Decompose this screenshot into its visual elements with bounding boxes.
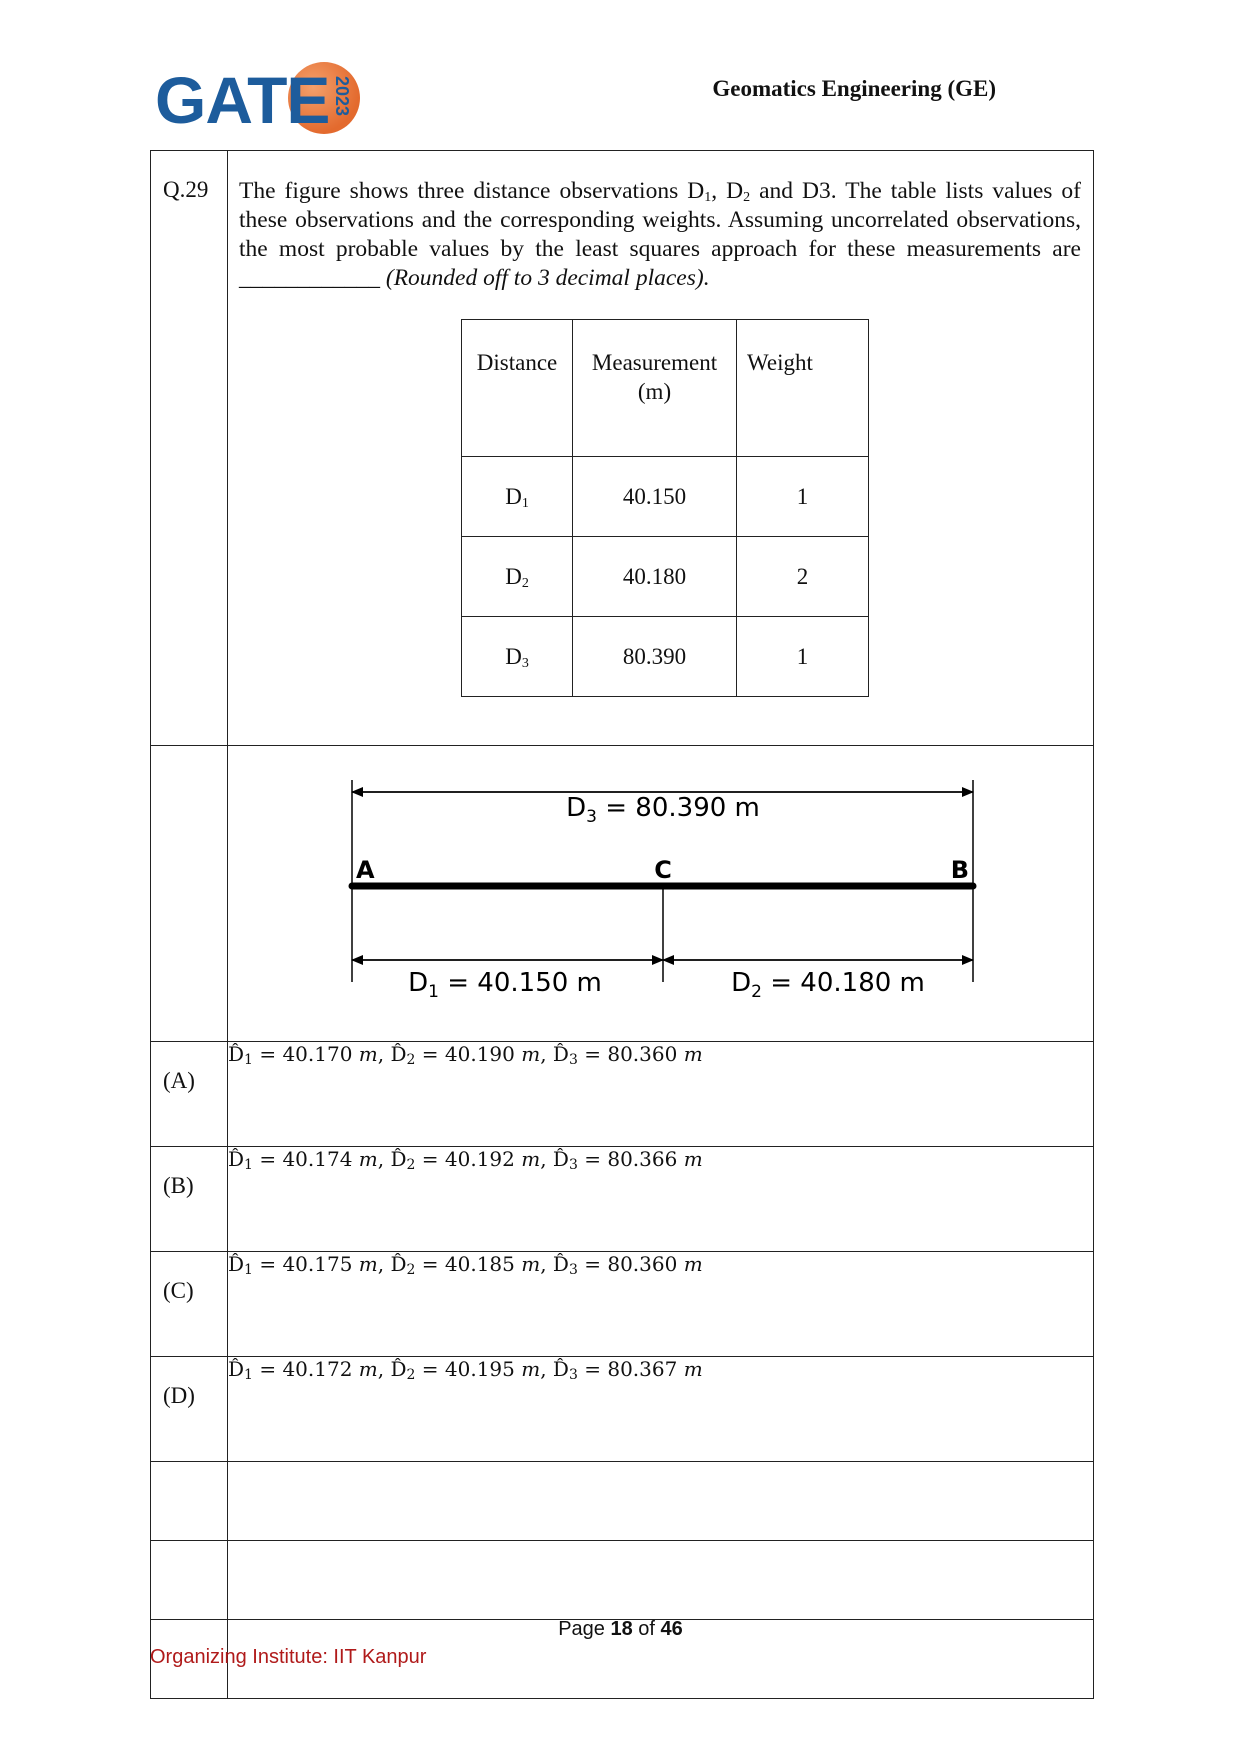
- distance-figure: [228, 746, 1094, 1036]
- header-weight: Weight: [737, 320, 869, 457]
- question-stem-italic: (Rounded off to 3 decimal places).: [385, 265, 710, 291]
- option-label: (D): [151, 1357, 228, 1462]
- logo-year: 2023: [332, 76, 352, 117]
- option-row-a: [151, 1042, 1094, 1147]
- point-a-label: A: [356, 856, 375, 884]
- measurement-table: [461, 319, 869, 697]
- page-number: [0, 1618, 1241, 1641]
- organizing-institute: Organizing Institute: IIT Kanpur: [150, 1646, 427, 1668]
- point-c-label: C: [654, 856, 672, 884]
- cell-distance: $D_1$: [462, 457, 573, 537]
- gate-logo: [155, 58, 360, 144]
- subject-title: Geomatics Engineering (GE): [712, 76, 996, 101]
- page-total: 46: [660, 1618, 683, 1640]
- table-row: [462, 457, 869, 537]
- question-number: Q.29: [151, 151, 228, 746]
- cell-weight: 2: [737, 537, 869, 617]
- logo-text: GATE: [155, 63, 330, 137]
- option-text: $D̂_1 = 40.175$ m, $D̂_2 = 40.185$ m, $D̂_3 = 80.360$ m: [228, 1252, 1094, 1357]
- option-text: $D̂_1 = 40.174$ m, $D̂_2 = 40.192$ m, $D̂_3 = 80.366$ m: [228, 1147, 1094, 1252]
- option-label: (C): [151, 1252, 228, 1357]
- empty-row: [151, 1541, 1094, 1620]
- question-table: [150, 150, 1094, 1699]
- question-stem: [228, 151, 1093, 293]
- option-text: $D̂_1 = 40.170$ m, $D̂_2 = 40.190$ m, $D̂_3 = 80.360$ m: [228, 1042, 1094, 1147]
- empty-row: [151, 1462, 1094, 1541]
- cell-distance: $D_2$: [462, 537, 573, 617]
- d1-label: $D_1 = 40.150$ m: [408, 968, 602, 1002]
- header-measurement: Measurement (m): [573, 320, 737, 457]
- header-distance: Distance: [462, 320, 573, 457]
- page-prefix: Page: [558, 1618, 605, 1640]
- d3-label: $D_3 = 80.390$ m: [566, 793, 760, 827]
- option-row-d: [151, 1357, 1094, 1462]
- option-label: (A): [151, 1042, 228, 1147]
- option-label: (B): [151, 1147, 228, 1252]
- option-row-b: [151, 1147, 1094, 1252]
- question-body: [228, 151, 1094, 746]
- measurement-table-header: [462, 320, 869, 457]
- question-row: [151, 151, 1094, 746]
- figure-num-cell: [151, 746, 228, 1042]
- d2-label: $D_2 = 40.180$ m: [731, 968, 925, 1002]
- point-b-label: B: [950, 856, 969, 884]
- figure-row: [151, 746, 1094, 1042]
- cell-weight: 1: [737, 457, 869, 537]
- question-stem-main: The figure shows three distance observations $D_1$, $D_2$ and D3. The table lists values of these observations and the corresponding weights. Assuming uncorrelated observations, the most probable values by the least squares approach for these measurements are ____________: [239, 178, 1081, 291]
- figure-cell: [228, 746, 1094, 1042]
- page-of: of: [638, 1618, 655, 1640]
- cell-measurement: 80.390: [573, 617, 737, 697]
- cell-weight: 1: [737, 617, 869, 697]
- cell-measurement: 40.150: [573, 457, 737, 537]
- option-text: $D̂_1 = 40.172$ m, $D̂_2 = 40.195$ m, $D̂_3 = 80.367$ m: [228, 1357, 1094, 1462]
- cell-distance: $D_3$: [462, 617, 573, 697]
- page-current: 18: [610, 1618, 633, 1640]
- option-row-c: [151, 1252, 1094, 1357]
- table-row: [462, 617, 869, 697]
- table-row: [462, 537, 869, 617]
- cell-measurement: 40.180: [573, 537, 737, 617]
